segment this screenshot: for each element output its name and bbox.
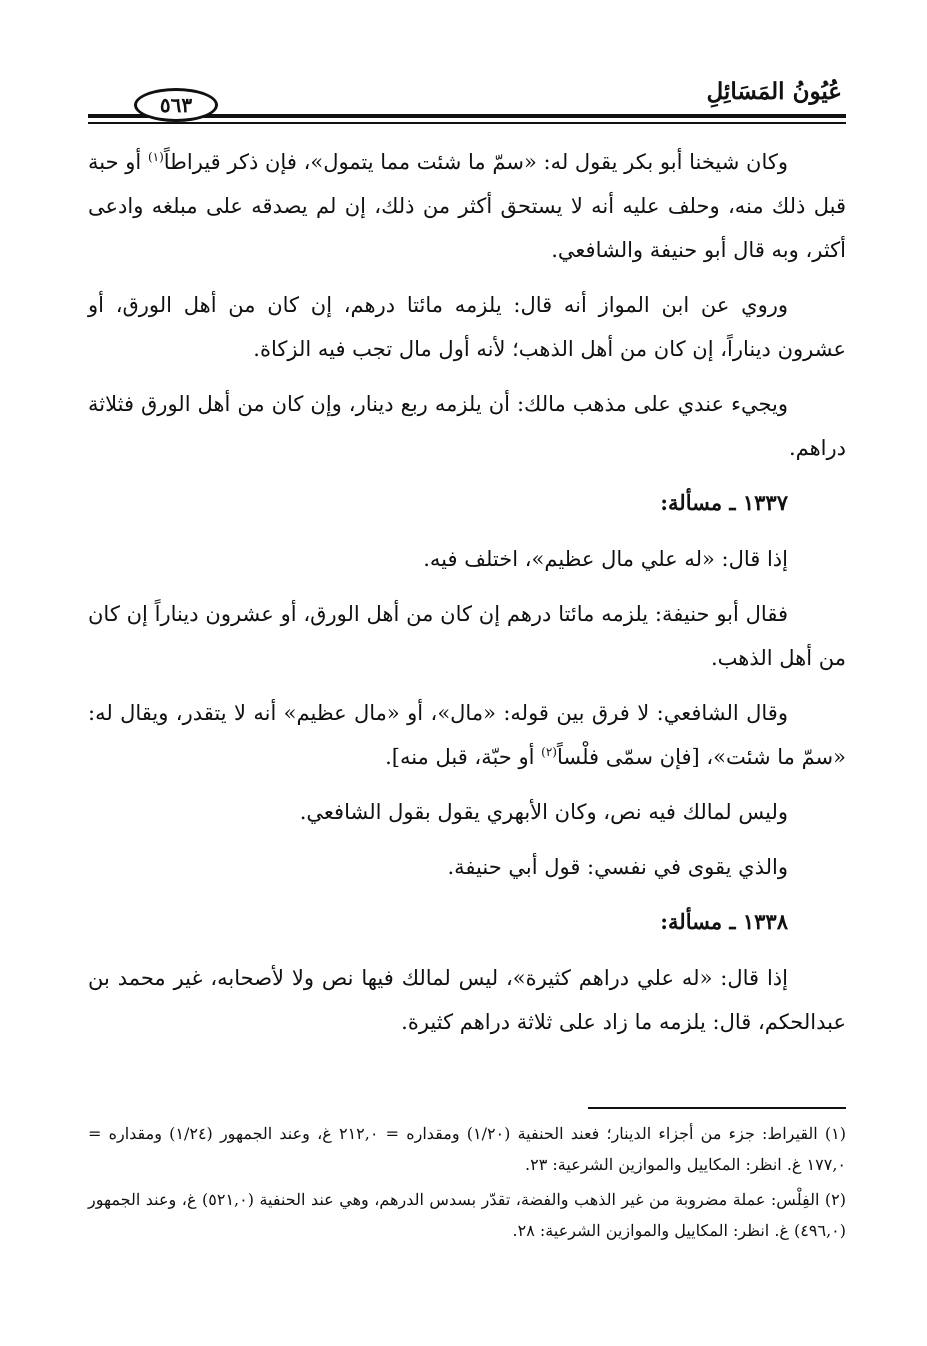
footnote-2: (٢) الفِلْس: عملة مضروبة من غير الذهب والفضة، تقدّر بسدس الدرهم، وهي عند الحنفية (٥٢١,٠) غ، وعند الجمهور (٤٩٦,٠) غ. انظر: المكاييل والموازين الشرعية: ٢٨. <box>88 1190 847 1240</box>
header-rule-thin <box>88 122 846 124</box>
paragraph-6 <box>88 691 846 779</box>
paragraph-1-text: وكان شيخنا أبو بكر يقول له: «سمّ ما شئت مما يتمول»، فإن ذكر قيراطاً <box>163 150 789 174</box>
paragraph-4: إذا قال: «له علي مال عظيم»، اختلف فيه. <box>423 547 788 571</box>
footnote-separator <box>588 1107 846 1109</box>
page-number: ٥٦٣ <box>134 88 218 122</box>
paragraph-1 <box>88 140 846 272</box>
paragraph-8: والذي يقوى في نفسي: قول أبي حنيفة. <box>447 855 788 879</box>
footnote-ref-2: (٢) <box>541 745 557 759</box>
paragraph-9: إذا قال: «له علي دراهم كثيرة»، ليس لمالك فيها نص ولا لأصحابه، غير محمد بن عبدالحكم، قال: يلزمه ما زاد على ثلاثة دراهم كثيرة. <box>88 966 846 1034</box>
paragraph-7: وليس لمالك فيه نص، وكان الأبهري يقول بقول الشافعي. <box>299 800 788 824</box>
footnote-ref-1: (١) <box>147 150 164 164</box>
footnote-1: (١) القيراط: جزء من أجزاء الدينار؛ فعند الحنفية (١/٢٠) ومقداره = ٢١٢,٠ غ، وعند الجمهور (١/٢٤) ومقداره = ١٧٧,٠ غ. انظر: المكاييل والموازين الشرعية: ٢٣. <box>88 1124 846 1174</box>
running-title: عُيُونُ المَسَائِلِ <box>706 78 842 105</box>
paragraph-6-text: وقال الشافعي: لا فرق بين قوله: «مال»، أو «مال عظيم» أنه لا يتقدر، ويقال له: «سمّ ما شئت»، [فإن سمّى فلْساً <box>88 701 846 769</box>
paragraph-5: فقال أبو حنيفة: يلزمه مائتا درهم إن كان من أهل الورق، أو عشرون ديناراً إن كان من أهل الذهب. <box>88 602 846 670</box>
paragraph-3: ويجيء عندي على مذهب مالك: أن يلزمه ربع دينار، وإن كان من أهل الورق فثلاثة دراهم. <box>88 392 846 460</box>
page-header <box>88 70 846 130</box>
paragraph-1-rest: أو حبة قبل ذلك منه، وحلف عليه أنه لا يستحق أكثر من ذلك، إن لم يصدقه على مبلغه وادعى أكثر، وبه قال أبو حنيفة والشافعي. <box>88 150 846 262</box>
paragraph-6-rest: أو حبّة، قبل منه]. <box>385 745 542 769</box>
main-text <box>88 140 846 1055</box>
footnotes <box>88 1118 846 1250</box>
issue-heading-1337: ١٣٣٧ ـ مسألة: <box>660 490 788 515</box>
paragraph-2: وروي عن ابن المواز أنه قال: يلزمه مائتا درهم، إن كان من أهل الورق، أو عشرون ديناراً، إن كان من أهل الذهب؛ لأنه أول مال تجب فيه الزكاة. <box>88 293 846 361</box>
issue-heading-1338: ١٣٣٨ ـ مسألة: <box>660 909 788 934</box>
